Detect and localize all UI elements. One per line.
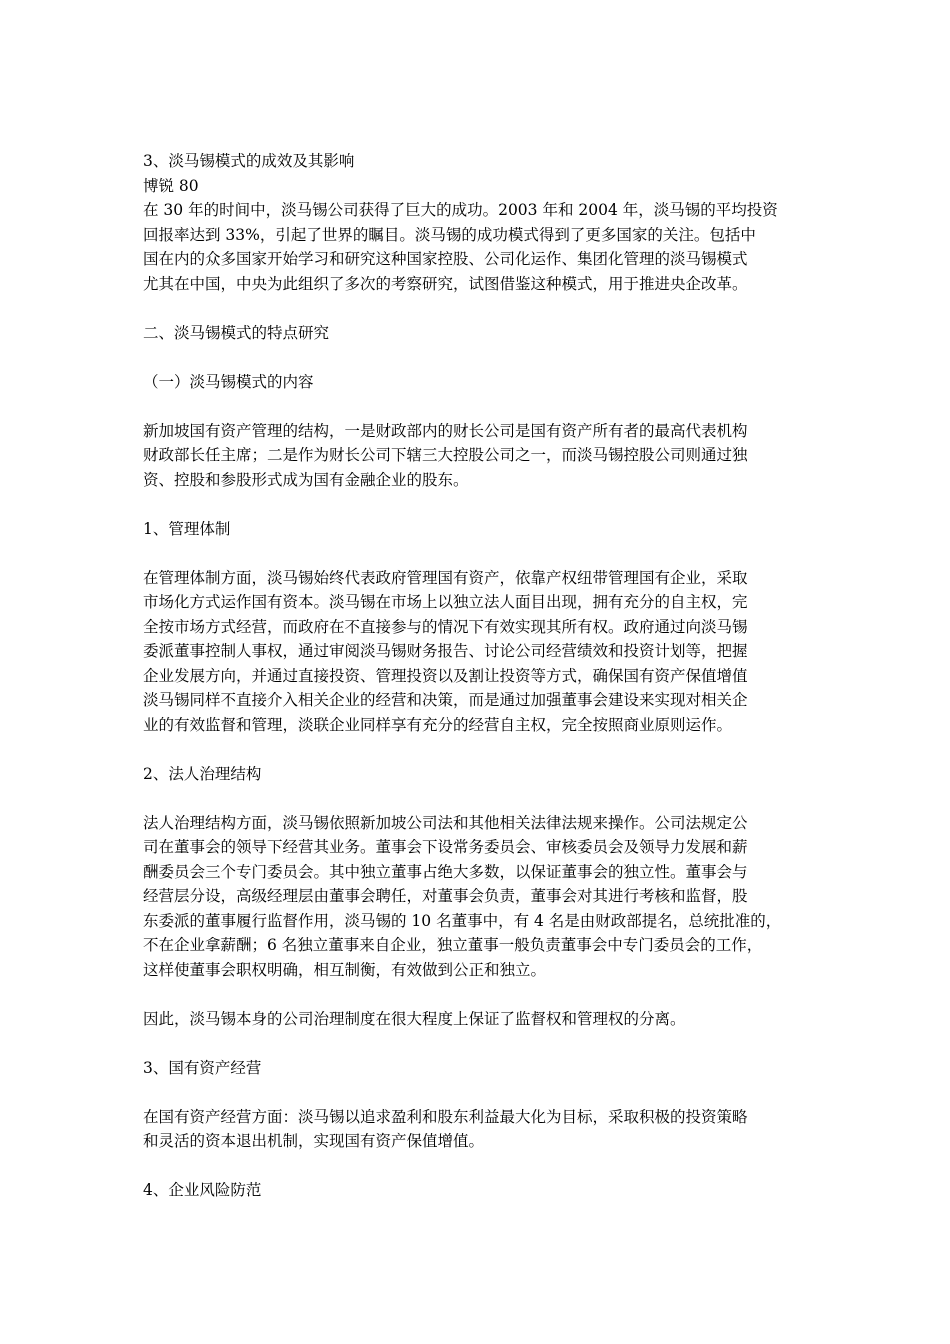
paragraph-line: 不在企业拿薪酬；6 名独立董事来自企业，独立董事一般负责董事会中专门委员会的工作，	[143, 936, 763, 954]
paragraph-line: 国在内的众多国家开始学习和研究这种国家控股、公司化运作、集团化管理的淡马锡模式	[143, 250, 748, 268]
document-body	[143, 149, 821, 1203]
section-heading: 3、淡马锡模式的成效及其影响	[143, 152, 355, 170]
item-heading: 3、国有资产经营	[143, 1058, 262, 1077]
paragraph-line: 业的有效监督和管理，淡联企业同样享有充分的经营自主权，完全按照商业原则运作。	[143, 715, 733, 734]
paragraph-line: 司在董事会的领导下经营其业务。董事会下设常务委员会、审核委员会及领导力发展和薪	[143, 838, 748, 856]
chapter-heading: 二、淡马锡模式的特点研究	[143, 323, 330, 342]
paragraph-line: 东委派的董事履行监督作用，淡马锡的 10 名董事中，有 4 名是由财政部提名，总统批准的，	[143, 911, 782, 930]
paragraph-line: 市场化方式运作国有资本。淡马锡在市场上以独立法人面目出现，拥有充分的自主权，完	[143, 593, 748, 611]
paragraph-line: 和灵活的资本退出机制，实现国有资产保值增值。	[143, 1132, 485, 1150]
item-heading: 2、法人治理结构	[143, 764, 262, 783]
paragraph-line: 在国有资产经营方面：淡马锡以追求盈利和股东利益最大化为目标，采取积极的投资策略	[143, 1107, 748, 1126]
paragraph-line: 经营层分设，高级经理层由董事会聘任，对董事会负责，董事会对其进行考核和监督，股	[143, 887, 748, 905]
paragraph-line: 在管理体制方面，淡马锡始终代表政府管理国有资产，依靠产权纽带管理国有企业，采取	[143, 568, 748, 587]
source-note: 博锐 80	[143, 176, 199, 195]
subsection-heading: （一）淡马锡模式的内容	[143, 372, 314, 391]
paragraph-line: 法人治理结构方面，淡马锡依照新加坡公司法和其他相关法律法规来操作。公司法规定公	[143, 813, 748, 832]
paragraph-line: 企业发展方向，并通过直接投资、管理投资以及割让投资等方式，确保国有资产保值增值	[143, 666, 748, 685]
paragraph-line: 在 30 年的时间中，淡马锡公司获得了巨大的成功。2003 年和 2004 年，淡马锡的平均投资	[143, 201, 778, 219]
paragraph-line: 资、控股和参股形式成为国有金融企业的股东。	[143, 470, 469, 489]
paragraph-line: 酬委员会三个专门委员会。其中独立董事占绝大多数，以保证董事会的独立性。董事会与	[143, 862, 748, 881]
paragraph-line: 新加坡国有资产管理的结构，一是财政部内的财长公司是国有资产所有者的最高代表机构	[143, 421, 748, 440]
paragraph-line: 委派董事控制人事权，通过审阅淡马锡财务报告、讨论公司经营绩效和投资计划等，把握	[143, 642, 748, 660]
paragraph-line: 回报率达到 33%，引起了世界的瞩目。淡马锡的成功模式得到了更多国家的关注。包括中	[143, 225, 756, 244]
item-heading: 1、管理体制	[143, 519, 231, 538]
paragraph-line: 淡马锡同样不直接介入相关企业的经营和决策，而是通过加强董事会建设来实现对相关企	[143, 691, 748, 709]
paragraph-line: 因此，淡马锡本身的公司治理制度在很大程度上保证了监督权和管理权的分离。	[143, 1009, 686, 1028]
item-heading: 4、企业风险防范	[143, 1181, 262, 1199]
paragraph-line: 这样使董事会职权明确，相互制衡，有效做到公正和独立。	[143, 960, 547, 979]
paragraph-line: 尤其在中国，中央为此组织了多次的考察研究，试图借鉴这种模式，用于推进央企改革。	[143, 274, 748, 293]
paragraph-line: 财政部长任主席；二是作为财长公司下辖三大控股公司之一，而淡马锡控股公司则通过独	[143, 446, 748, 464]
paragraph-line: 全按市场方式经营，而政府在不直接参与的情况下有效实现其所有权。政府通过向淡马锡	[143, 617, 748, 636]
